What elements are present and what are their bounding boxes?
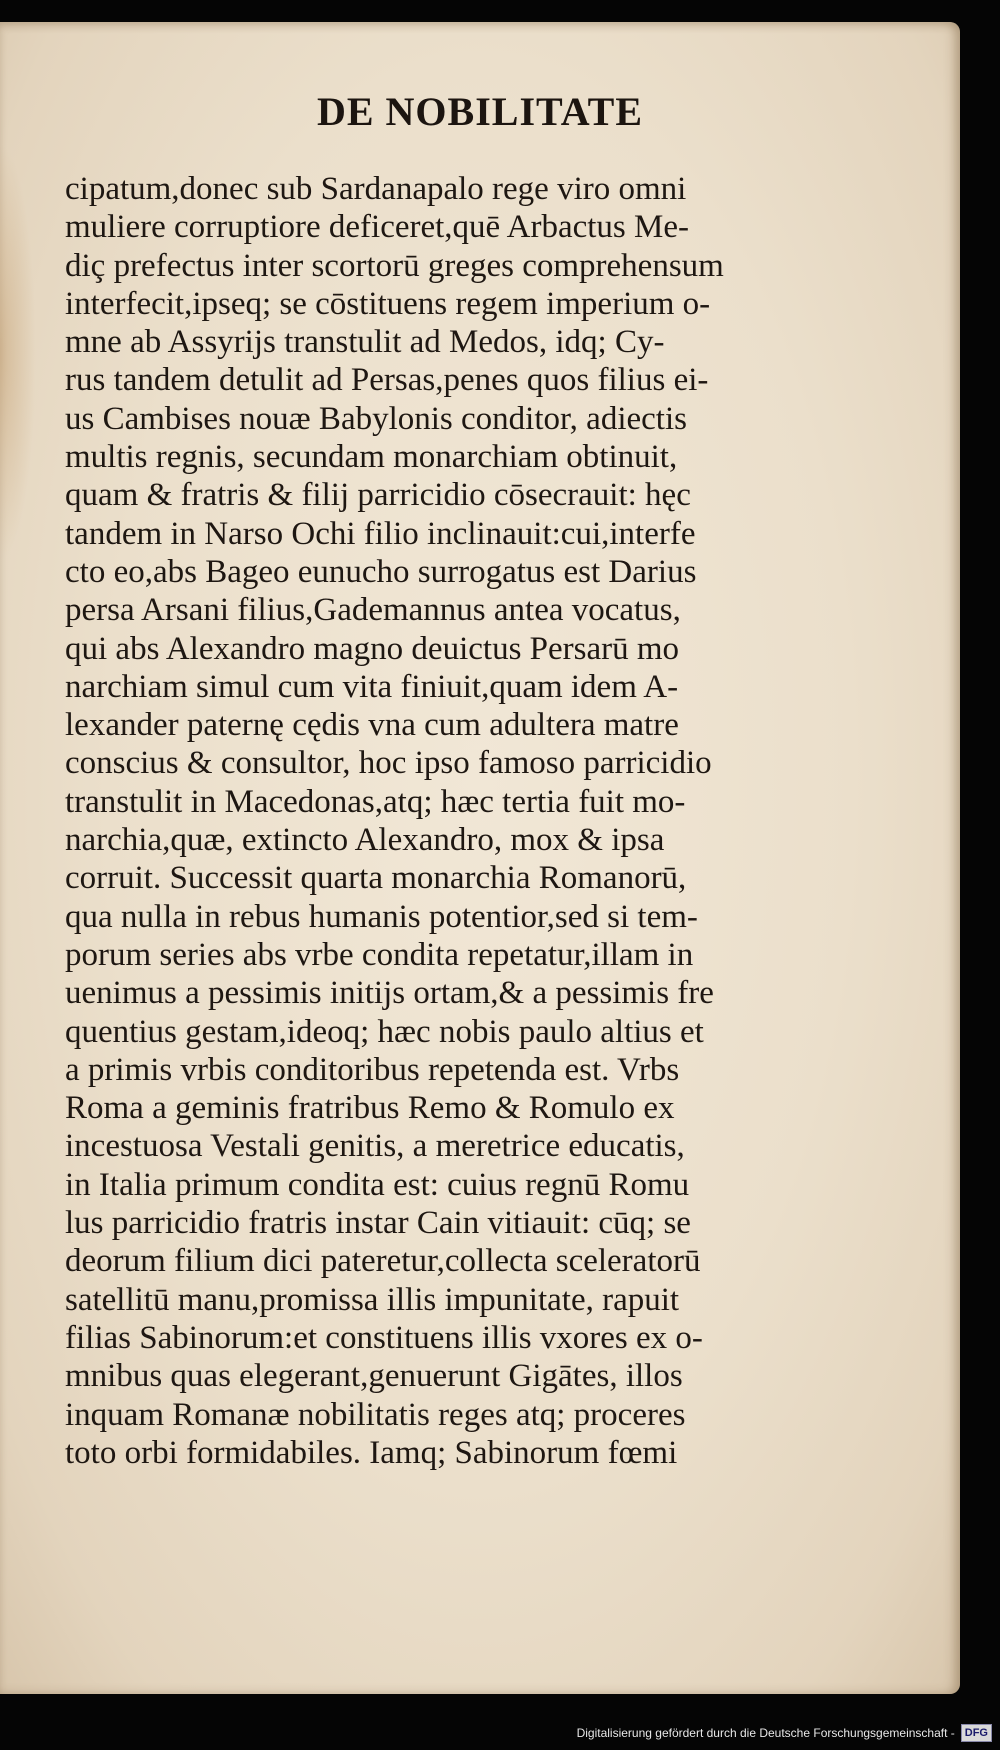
text-line: muliere corruptiore deficeret,quē Arbactus Me-: [65, 209, 689, 246]
running-head: DE NOBILITATE: [316, 89, 644, 134]
text-line: filias Sabinorum:et constituens illis vxores ex o-: [65, 1319, 703, 1356]
text-line: lus parricidio fratris instar Cain vitiauit: cūq; se: [65, 1205, 691, 1242]
text-line: uenimus a pessimis initijs ortam,& a pessimis fre: [65, 975, 714, 1012]
text-line: quentius gestam,ideoq; hæc nobis paulo altius et: [65, 1013, 704, 1050]
text-line: transtulit in Macedonas,atq; hæc tertia fuit mo-: [65, 783, 686, 820]
text-line: quam & fratris & filij parricidio cōsecrauit: hęc: [65, 477, 691, 514]
text-line: qui abs Alexandro magno deuictus Persarū mo: [65, 630, 680, 667]
text-line: narchiam simul cum vita finiuit,quam idem A-: [65, 668, 679, 705]
text-line: in Italia primum condita est: cuius regnū Romu: [65, 1166, 690, 1203]
text-line: cto eo,abs Bageo eunucho surrogatus est Darius: [65, 553, 697, 590]
text-line: deorum filium dici pateretur,collecta sceleratorū: [65, 1243, 701, 1280]
text-line: cipatum,donec sub Sardanapalo rege viro omni: [65, 171, 687, 207]
text-line: persa Arsani filius,Gademannus antea vocatus,: [65, 592, 681, 629]
text-line: narchia,quæ, extincto Alexandro, mox & ipsa: [65, 822, 665, 859]
text-line: toto orbi formidabiles. Iamq; Sabinorum fœmi: [65, 1434, 678, 1471]
text-line: us Cambises nouæ Babylonis conditor, adiectis: [65, 400, 687, 437]
text-line: Roma a geminis fratribus Remo & Romulo ex: [65, 1090, 675, 1127]
dfg-logo-icon: DFG: [961, 1724, 992, 1742]
text-line: porum series abs vrbe condita repetatur,illam in: [65, 936, 694, 973]
digitization-credit: [577, 1723, 992, 1743]
text-line: rus tandem detulit ad Persas,penes quos filius ei-: [65, 362, 709, 399]
text-line: mnibus quas elegerant,genuerunt Gigātes, illos: [65, 1358, 683, 1395]
text-line: inquam Romanæ nobilitatis reges atq; proceres: [65, 1396, 686, 1433]
text-line: multis regnis, secundam monarchiam obtinuit,: [65, 439, 678, 476]
text-line: interfecit,ipseq; se cōstituens regem imperium o-: [65, 285, 711, 322]
text-line: satellitū manu,promissa illis impunitate, rapuit: [65, 1281, 680, 1318]
text-line: diç prefectus inter scortorū greges comprehensum: [65, 247, 724, 284]
text-line: corruit. Successit quarta monarchia Romanorū,: [65, 860, 687, 897]
credit-text: Digitalisierung gefördert durch die Deutsche Forschungsgemeinschaft -: [576, 1726, 955, 1740]
body-text: [65, 170, 840, 1472]
text-line: conscius & consultor, hoc ipso famoso parricidio: [65, 745, 712, 782]
text-line: incestuosa Vestali genitis, a meretrice educatis,: [65, 1128, 685, 1165]
text-line: mne ab Assyrijs transtulit ad Medos, idq; Cy-: [65, 324, 665, 361]
text-line: lexander paternę cędis vna cum adultera matre: [65, 707, 679, 744]
text-line: tandem in Narso Ochi filio inclinauit:cui,interfe: [65, 515, 696, 552]
text-line: a primis vrbis conditoribus repetenda est. Vrbs: [65, 1051, 680, 1088]
text-line: qua nulla in rebus humanis potentior,sed si tem-: [65, 898, 698, 935]
book-page: [0, 22, 960, 1694]
